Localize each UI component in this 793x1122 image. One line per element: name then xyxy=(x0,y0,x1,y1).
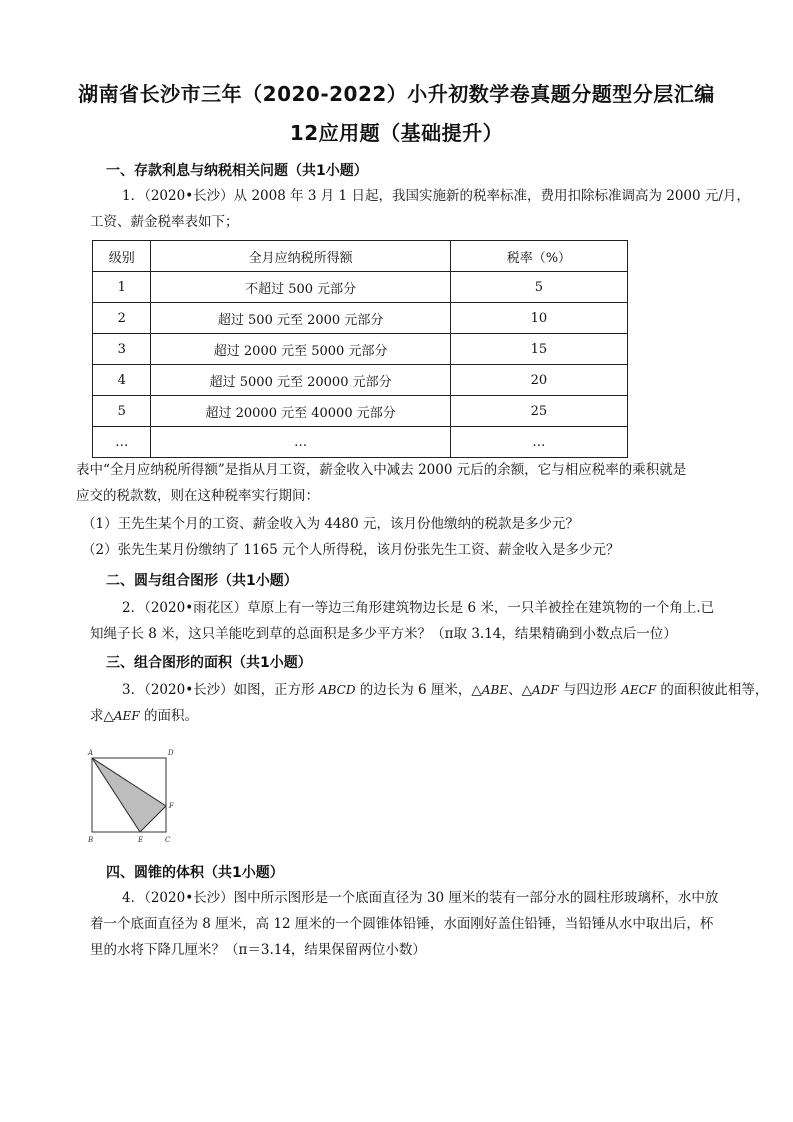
problem-1-question-2: （2）张先生某月份缴纳了 1165 元个人所得税，该月份张先生工资、薪金收入是多少元？ xyxy=(82,542,620,558)
problem-1-question-1: （1）王先生某个月的工资、薪金收入为 4480 元，该月份他缴纳的税款是多少元？ xyxy=(82,516,580,532)
table-header-cell: 税率（%） xyxy=(450,241,627,272)
label-e: E xyxy=(138,836,144,844)
table-cell: 5 xyxy=(93,396,151,427)
table-cell: 10 xyxy=(450,303,627,334)
triangle-aef xyxy=(92,758,166,832)
section-heading-4: 四、圆锥的体积（共1小题） xyxy=(106,865,284,881)
problem-1-line-3: 表中“全月应纳税所得额”是指从月工资，薪金收入中减去 2000 元后的余额，它与相应税率的乘积就是 xyxy=(76,462,687,478)
label-a: A xyxy=(88,749,94,757)
table-cell: 20 xyxy=(450,365,627,396)
section-heading-1: 一、存款利息与纳税相关问题（共1小题） xyxy=(106,163,368,179)
table-cell: 不超过 500 元部分 xyxy=(151,272,450,303)
section-heading-3: 三、组合图形的面积（共1小题） xyxy=(106,655,312,671)
table-row xyxy=(93,365,628,396)
problem-3-line-1: 3．（2020•长沙）如图，正方形 ABCD 的边长为 6 厘米，△ABE、△ADF 与四边形 AECF 的面积彼此相等， xyxy=(122,682,769,698)
table-cell: 1 xyxy=(93,272,151,303)
table-row xyxy=(93,396,628,427)
label-b: B xyxy=(88,836,94,844)
table-cell: 超过 2000 元至 5000 元部分 xyxy=(151,334,450,365)
section-heading-2: 二、圆与组合图形（共1小题） xyxy=(106,573,298,589)
table-cell: 超过 5000 元至 20000 元部分 xyxy=(151,365,450,396)
table-header-cell: 级别 xyxy=(93,241,151,272)
tax-rate-table xyxy=(92,240,628,458)
table-cell: 25 xyxy=(450,396,627,427)
square-triangle-figure xyxy=(82,744,192,848)
table-cell: 15 xyxy=(450,334,627,365)
problem-1-line-4: 应交的税款数，则在这种税率实行期间： xyxy=(76,488,319,504)
table-cell: 4 xyxy=(93,365,151,396)
label-f: F xyxy=(169,802,174,810)
page-subtitle: 12应用题（基础提升） xyxy=(289,121,504,145)
problem-2-line-2: 知绳子长 8 米，这只羊能吃到草的总面积是多少平方米？（π取 3.14，结果精确到小数点后一位） xyxy=(90,626,677,642)
table-row xyxy=(93,272,628,303)
table-cell: … xyxy=(151,427,450,458)
table-cell: … xyxy=(450,427,627,458)
table-cell: … xyxy=(93,427,151,458)
table-cell: 3 xyxy=(93,334,151,365)
label-d: D xyxy=(168,749,174,757)
table-header-cell: 全月应纳税所得额 xyxy=(151,241,450,272)
problem-2-line-1: 2．（2020•雨花区）草原上有一等边三角形建筑物边长是 6 米，一只羊被拴在建筑物的一个角上.已 xyxy=(122,600,715,616)
table-header-row xyxy=(93,241,628,272)
table-row xyxy=(93,334,628,365)
table-cell: 5 xyxy=(450,272,627,303)
table-row xyxy=(93,303,628,334)
problem-1-line-2: 工资、薪金税率表如下； xyxy=(90,214,239,230)
page-title: 湖南省长沙市三年（2020-2022）小升初数学卷真题分题型分层汇编 xyxy=(78,82,715,106)
problem-3-line-2: 求△AEF 的面积。 xyxy=(90,708,198,724)
label-c: C xyxy=(165,836,171,844)
problem-4-line-3: 里的水将下降几厘米？（π＝3.14，结果保留两位小数） xyxy=(90,942,426,958)
table-row xyxy=(93,427,628,458)
table-cell: 2 xyxy=(93,303,151,334)
problem-4-line-2: 着一个底面直径为 8 厘米，高 12 厘米的一个圆锥体铅锤，水面刚好盖住铅锤，当铅锤从水中取出后，杯 xyxy=(90,916,714,932)
table-cell: 超过 500 元至 2000 元部分 xyxy=(151,303,450,334)
problem-4-line-1: 4．（2020•长沙）图中所示图形是一个底面直径为 30 厘米的装有一部分水的圆柱形玻璃杯，水中放 xyxy=(122,890,719,906)
table-cell: 超过 20000 元至 40000 元部分 xyxy=(151,396,450,427)
problem-1-line-1: 1．（2020•长沙）从 2008 年 3 月 1 日起，我国实施新的税率标准，费用扣除标准调高为 2000 元/月， xyxy=(122,188,750,204)
